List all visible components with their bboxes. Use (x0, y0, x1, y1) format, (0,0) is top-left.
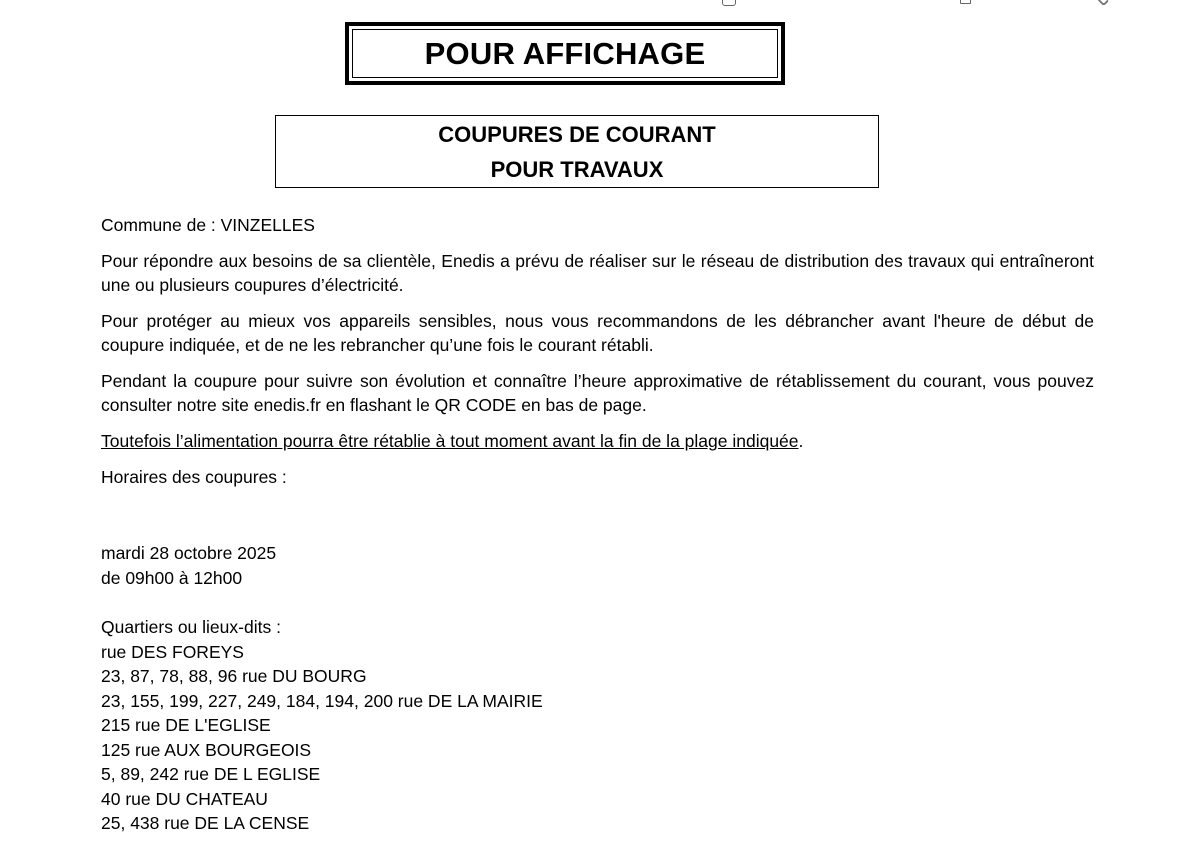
list-item: 23, 87, 78, 88, 96 rue DU BOURG (101, 666, 367, 686)
cropped-icon (960, 0, 971, 4)
list-item: 23, 155, 199, 227, 249, 184, 194, 200 rue DE LA MAIRIE (101, 690, 543, 711)
list-item: 215 rue DE L'EGLISE (101, 715, 271, 735)
body-text (101, 213, 1094, 501)
list-item: 25, 438 rue DE LA CENSE (101, 813, 310, 833)
list-item: 125 rue AUX BOURGEOIS (101, 739, 312, 760)
list-item: 40 rue DU CHATEAU (101, 788, 268, 809)
list-item: 5, 89, 242 rue DE L EGLISE (101, 764, 321, 784)
notice-end: . (798, 431, 804, 451)
places-list (101, 615, 543, 836)
subtitle-box (275, 115, 879, 188)
list-item: rue DES FOREYS (101, 641, 244, 662)
notice-underlined: Toutefois l’alimentation pourra être rétablie à tout moment avant la fin de la plage indiquée (101, 431, 799, 451)
paragraph-advice: Pour protéger au mieux vos appareils sensibles, nous vous recommandons de les débrancher avant l'heure de début de coupure indiquée, et de ne les rebrancher qu’une fois le courant rétabli. (101, 311, 1094, 355)
outage-schedule (101, 541, 276, 590)
title-box (345, 22, 785, 85)
paragraph-tracking: Pendant la coupure pour suivre son évolution et connaître l’heure approximative de rétablissement du courant, vous pouvez consulter notre site enedis.fr en flashant le QR CODE en bas de page. (101, 371, 1094, 415)
subtitle-line-1: COUPURES DE COURANT (438, 121, 716, 147)
outage-date: mardi 28 octobre 2025 (101, 543, 277, 563)
chevron-down-icon (1097, 0, 1110, 6)
subtitle-line-2: POUR TRAVAUX (490, 156, 664, 182)
schedule-heading: Horaires des coupures : (101, 467, 287, 487)
commune-line: Commune de : VINZELLES (101, 215, 315, 235)
page-title: POUR AFFICHAGE (352, 29, 778, 78)
outage-time: de 09h00 à 12h00 (101, 567, 243, 588)
cropped-icon (722, 0, 736, 6)
notice-line (101, 429, 1094, 453)
places-heading: Quartiers ou lieux-dits : (101, 617, 281, 637)
paragraph-intro: Pour répondre aux besoins de sa clientèle, Enedis a prévu de réaliser sur le réseau de distribution des travaux qui entraîneront une ou plusieurs coupures d’électricité. (101, 251, 1094, 295)
